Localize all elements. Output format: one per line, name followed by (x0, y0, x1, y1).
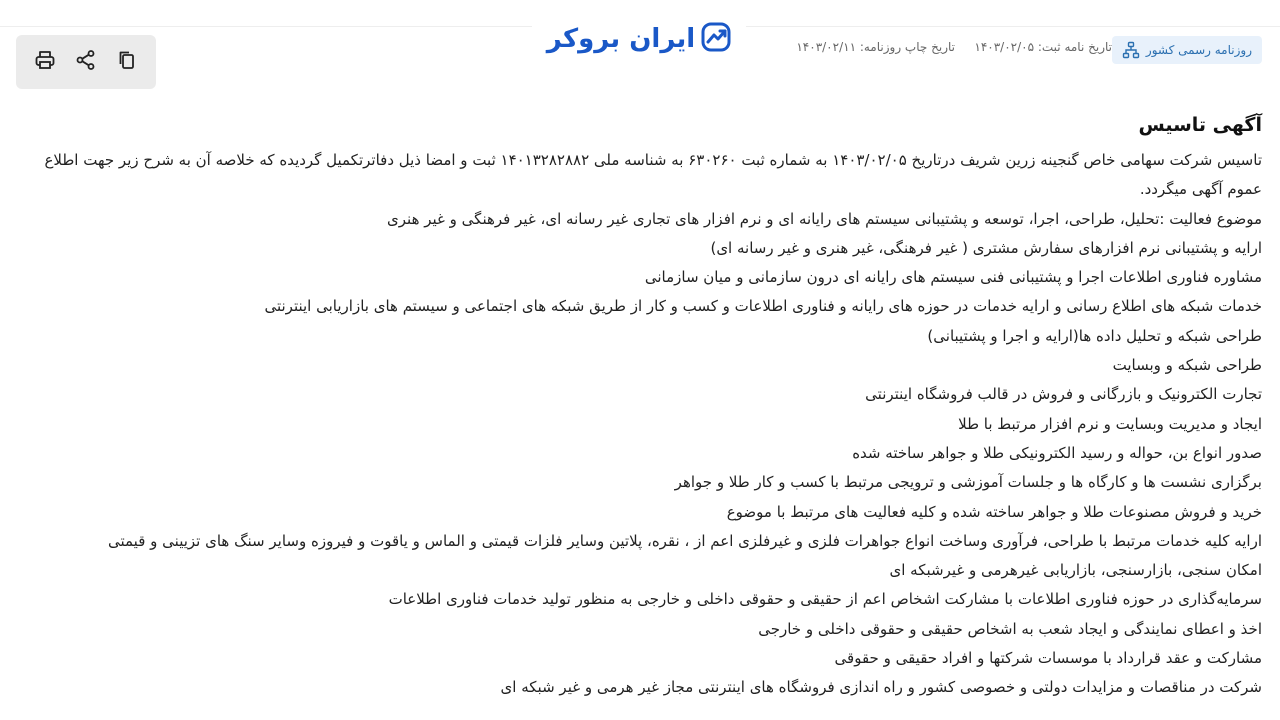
org-chart-icon (1122, 41, 1140, 59)
logo-text: ایران بروکر (546, 24, 696, 54)
activity-line: طراحی شبکه و تحلیل داده ها(ارایه و اجرا و پشتیبانی) (927, 326, 1262, 345)
copy-icon (116, 49, 138, 75)
activity-line: خدمات شبکه های اطلاع رسانی و ارایه خدمات در حوزه های رایانه و فناوری اطلاعات و کسب و کار از طریق شبکه های اجتماعی و سیستم های بازاریابی اینترنتی (264, 297, 1262, 316)
official-gazette-badge[interactable] (1112, 36, 1262, 64)
activity-line: صدور انواع بن، حواله و رسید الکترونیکی طلا و جواهر ساخته شده (852, 443, 1262, 462)
activity-line: اخذ و اعطای نمایندگی و ایجاد شعب به اشخاص حقیقی و حقوقی داخلی و خارجی (758, 619, 1262, 638)
print-date: تاریخ چاپ روزنامه: ۱۴۰۳/۰۲/۱۱ (796, 40, 955, 54)
activity-line: ایجاد و مدیریت وبسایت و نرم افزار مرتبط با طلا (958, 414, 1262, 433)
share-icon (75, 49, 97, 75)
print-icon (34, 49, 56, 75)
activity-line: شرکت در مناقصات و مزایدات دولتی و خصوصی کشور و راه اندازی فروشگاه های اینترنتی مجاز غیر هرمی و غیر شبکه ای (500, 678, 1262, 697)
activity-line: موضوع فعالیت :تحلیل، طراحی، اجرا، توسعه و پشتیبانی سیستم های رایانه ای و نرم افزار های تجاری غیر رسانه ای، غیر فرهنگی و غیر هنری (387, 209, 1262, 228)
activity-line: برگزاری نشست ها و کارگاه ها و جلسات آموزشی و ترویجی مرتبط با کسب و کار طلا و جواهر (674, 473, 1262, 492)
registration-date: تاریخ نامه ثبت: ۱۴۰۳/۰۲/۰۵ (974, 40, 1112, 54)
activity-line: امکان سنجی، بازارسنجی، بازاریابی غیرهرمی و غیرشبکه ای (889, 561, 1262, 580)
activity-line: طراحی شبکه و وبسایت (1112, 356, 1262, 375)
activity-line: خرید و فروش مصنوعات طلا و جواهر ساخته شده و کلیه فعالیت های مرتبط با موضوع (726, 502, 1262, 521)
activity-line: مشاوره فناوری اطلاعات اجرا و پشتیبانی فنی سیستم های رایانه ای درون سازمانی و میان سازمانی (644, 268, 1262, 287)
share-button[interactable] (69, 45, 103, 79)
activity-line: ارایه کلیه خدمات مرتبط با طراحی، فرآوری وساخت انواع جواهرات فلزی و غیرفلزی اعم از ، نقره، پلاتین وسایر فلزات قیمتی و الماس و یاقوت و فیروزه وسایر سنگ های تزیینی و قیمتی (107, 531, 1262, 550)
print-button[interactable] (28, 45, 62, 79)
activity-line: سرمایه‌گذاری در حوزه فناوری اطلاعات با مشارکت اشخاص اعم از حقیقی و حقوقی داخلی و خارجی به منظور تولید خدمات فناوری اطلاعات (388, 590, 1262, 609)
activity-line: مشارکت و عقد قرارداد با موسسات شرکتها و افراد حقیقی و حقوقی (834, 649, 1262, 668)
badge-label: روزنامه رسمی کشور (1145, 43, 1252, 57)
site-logo[interactable] (532, 12, 746, 66)
announcement-paragraph: تاسیس شرکت سهامی خاص گنجینه زرین شریف درتاریخ ۱۴۰۳/۰۲/۰۵ به شماره ثبت ۶۳۰۲۶۰ به شناسه ملی ۱۴۰۱۳۲۸۲۸۸۲ ثبت و امضا ذیل دفاترتکمیل گردیده که خلاصه آن به شرح زیر جهت اطلاع عموم آگهی میگردد. (44, 151, 1262, 199)
activity-line: تجارت الکترونیک و بازرگانی و فروش در قالب فروشگاه اینترنتی (865, 385, 1262, 404)
activity-line: ارایه و پشتیبانی نرم افزارهای سفارش مشتری ( غیر فرهنگی، غیر هنری و غیر رسانه ای) (710, 238, 1262, 257)
announcement-body (32, 110, 1262, 703)
copy-button[interactable] (110, 45, 144, 79)
announcement-title: آگهی تاسیس (1138, 114, 1262, 136)
document-toolbar (16, 35, 156, 89)
growth-arrow-icon (701, 22, 731, 56)
